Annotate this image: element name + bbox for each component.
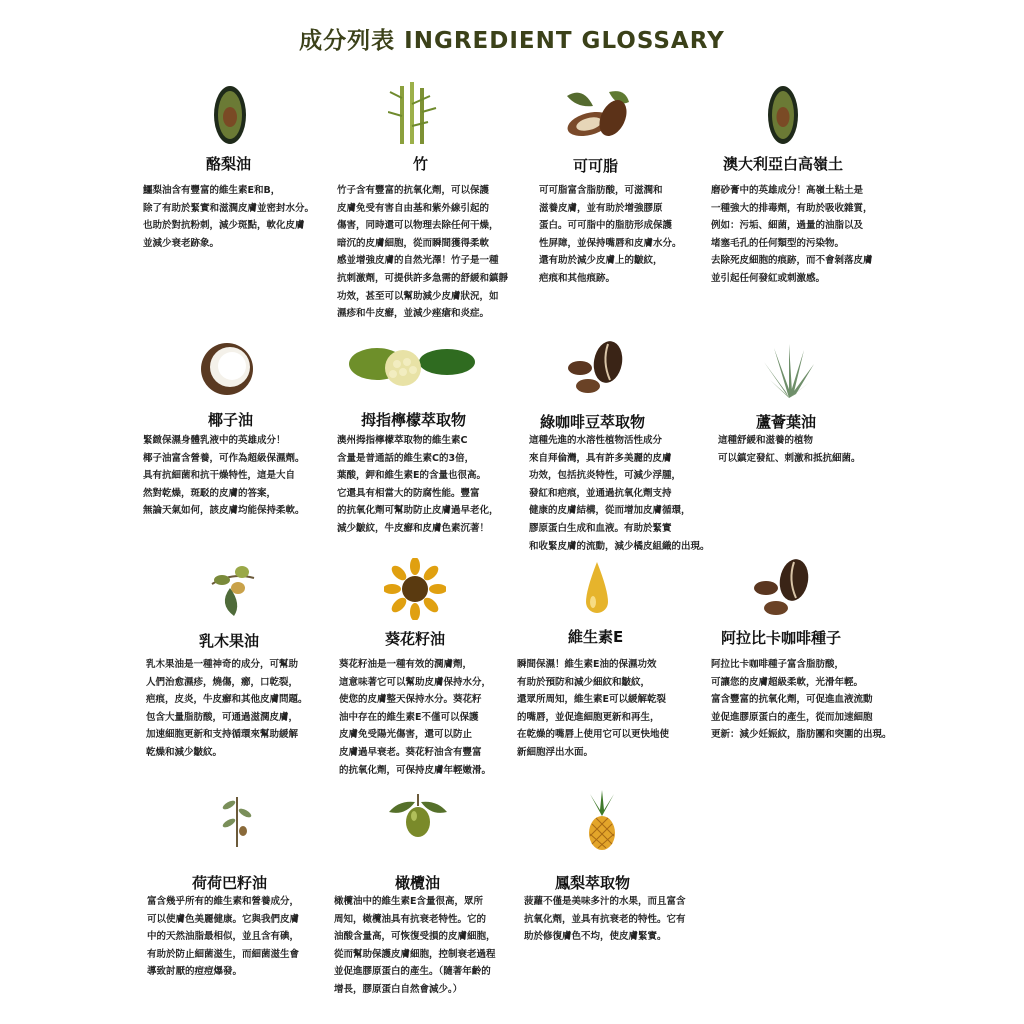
clay-avocado-icon — [766, 80, 800, 146]
ingredient-description: 橄欖油中的維生素E含量很高，眾所 周知，橄欖油具有抗衰老特性。它的 油酸含量高，可恢復受損的皮膚細胞， 從而幫助保護皮膚細胞，控制衰老過程 並促進膠原蛋白的產生。（隨著年齡的 增長，膠原蛋白自然會減少。） — [334, 896, 496, 995]
ingredient-description: 菠蘿不僅是美味多汁的水果，而且富含 抗氧化劑，並具有抗衰老的特性。它有 助於修復膚色不均，使皮膚緊實。 — [524, 896, 686, 943]
ingredient-description: 鱷梨油含有豐富的維生素E和B， 除了有助於緊實和滋潤皮膚並密封水分。 也助於對抗粉刺，減少斑點，軟化皮膚 並減少衰老跡象。 — [143, 185, 315, 249]
ingredient-description: 這種先進的水溶性植物活性成分 來自拜倫灣，具有許多美麗的皮膚 功效，包括抗炎特性，可減少浮腫， 發紅和疤痕，並通過抗氧化劑支持 健康的皮膚結構，從而增加皮膚循環， 膠原蛋白生成和血液。有助於緊實 和收緊皮膚的流動，減少橘皮組織的出現。 — [529, 435, 710, 552]
ingredient-name: 酪梨油 — [206, 155, 252, 173]
bamboo-icon — [388, 82, 438, 146]
ingredient-name: 椰子油 — [208, 411, 254, 429]
olive-icon — [385, 792, 451, 842]
ingredient-description: 澳州拇指檸檬萃取物的維生素C 含量是普通話的維生素C的3倍， 葉酸，鉀和維生素E的含量也很高。 它還具有相當大的防腐性能。豐富 的抗氧化劑可幫助防止皮膚過早老化， 減少皺紋，牛皮癬和皮膚色素沉著！ — [337, 435, 499, 534]
ingredient-name: 竹 — [413, 155, 429, 173]
ingredient-description: 這種舒緩和滋養的植物 可以鎮定發紅、刺激和抵抗細菌。 — [718, 435, 861, 464]
ingredient-name: 阿拉比卡咖啡種子 — [721, 629, 842, 647]
ingredient-description: 乳木果油是一種神奇的成分，可幫助 人們治愈濕疹，燒傷，癤，口乾裂， 疤痕，皮炎，牛皮癬和其他皮膚問題。 包含大量脂肪酸，可通過滋潤皮膚， 加速細胞更新和支持循環來幫助緩解 乾燥和減少皺紋。 — [146, 659, 308, 758]
pineapple-icon — [584, 790, 620, 852]
ingredient-name: 葵花籽油 — [385, 630, 446, 648]
ingredient-name: 拇指檸檬萃取物 — [361, 411, 467, 429]
ingredient-name: 綠咖啡豆萃取物 — [540, 413, 646, 431]
ingredient-name: 乳木果油 — [199, 632, 260, 650]
ingredient-description: 可可脂富含脂肪酸，可滋潤和 滋養皮膚，並有助於增強膠原 蛋白。可可脂中的脂肪形成保護 性屏障，並保持嘴唇和皮膚水分。 還有助於減少皮膚上的皺紋， 疤痕和其他痕跡。 — [539, 185, 682, 284]
page-title: 成分列表 INGREDIENT GLOSSARY — [299, 28, 725, 54]
oil-drop-icon — [582, 560, 612, 618]
aloe-icon — [760, 342, 818, 400]
ingredient-name: 荷荷巴籽油 — [192, 874, 268, 892]
ingredient-description: 阿拉比卡咖啡種子富含脂肪酸， 可讓您的皮膚超級柔軟，光滑年輕。 富含豐富的抗氧化劑，可促進血液流動 並促進膠原蛋白的產生，從而加速細胞 更新：減少妊娠紋，脂肪團和突圍的出現。 — [711, 659, 892, 741]
ingredient-name: 蘆薈葉油 — [756, 413, 817, 431]
ingredient-name: 橄欖油 — [395, 874, 441, 892]
ingredient-name: 可可脂 — [573, 157, 619, 175]
ingredient-name: 澳大利亞白高嶺土 — [723, 155, 844, 173]
finger-lime-icon — [347, 340, 477, 398]
ingredient-description: 富含幾乎所有的維生素和營養成分， 可以使膚色美麗健康。它與我們皮膚 中的天然油脂最相似，並且含有碘， 有助於防止細菌滋生，而細菌滋生會 導致討厭的痘痘爆發。 — [147, 896, 300, 978]
ingredient-description: 緊緻保濕身體乳液中的英雄成分！ 椰子油富含營養，可作為超級保濕劑。 具有抗細菌和抗干燥特性，這是大自 然對乾燥，斑駁的皮膚的答案， 無論天氣如何，該皮膚均能保持柔軟。 — [143, 435, 305, 517]
jojoba-icon — [218, 791, 256, 849]
ingredient-description: 磨砂膏中的英雄成分！高嶺土粘土是 一種強大的排毒劑，有助於吸收雜質， 例如：污垢、細菌，過量的油脂以及 堵塞毛孔的任何類型的污染物。 去除死皮細胞的痕跡，而不會剝落皮膚 並引起任何發紅或刺激感。 — [711, 185, 873, 284]
coffee-bean-icon — [564, 340, 630, 400]
ingredient-description: 瞬間保濕！維生素E油的保濕功效 有助於預防和減少細紋和皺紋， 還眾所周知，維生素E可以緩解乾裂 的嘴唇，並促進細胞更新和再生， 在乾燥的嘴唇上使用它可以更快地使 新細胞浮出水面。 — [517, 659, 670, 758]
coconut-icon — [196, 341, 258, 397]
cocoa-pod-icon — [563, 86, 633, 142]
arabica-bean-icon — [752, 558, 816, 620]
ingredient-description: 葵花籽油是一種有效的潤膚劑， 這意味著它可以幫助皮膚保持水分， 使您的皮膚整天保持水分。葵花籽 油中存在的維生素E不僅可以保護 皮膚免受陽光傷害，還可以防止 皮膚過早衰老。葵花籽油含有豐富 的抗氧化劑，可保持皮膚年輕嫩滑。 — [339, 659, 492, 776]
sunflower-icon — [384, 558, 446, 620]
ingredient-description: 竹子含有豐富的抗氧化劑，可以保護 皮膚免受有害自由基和紫外線引起的 傷害，同時還可以物理去除任何干燥， 暗沉的皮膚細胞，從而瞬間獲得柔軟 感並增強皮膚的自然光澤！竹子是一種 抗刺激劑，可提供許多急需的舒緩和鎮靜 功效，甚至可以幫助減少皮膚狀況，如 濕疹和牛皮癬，並減少痤瘡和炎症。 — [337, 185, 509, 320]
shea-icon — [208, 558, 258, 620]
ingredient-name: 維生素E — [568, 628, 624, 646]
avocado-icon — [212, 80, 248, 146]
ingredient-name: 鳳梨萃取物 — [555, 874, 631, 892]
